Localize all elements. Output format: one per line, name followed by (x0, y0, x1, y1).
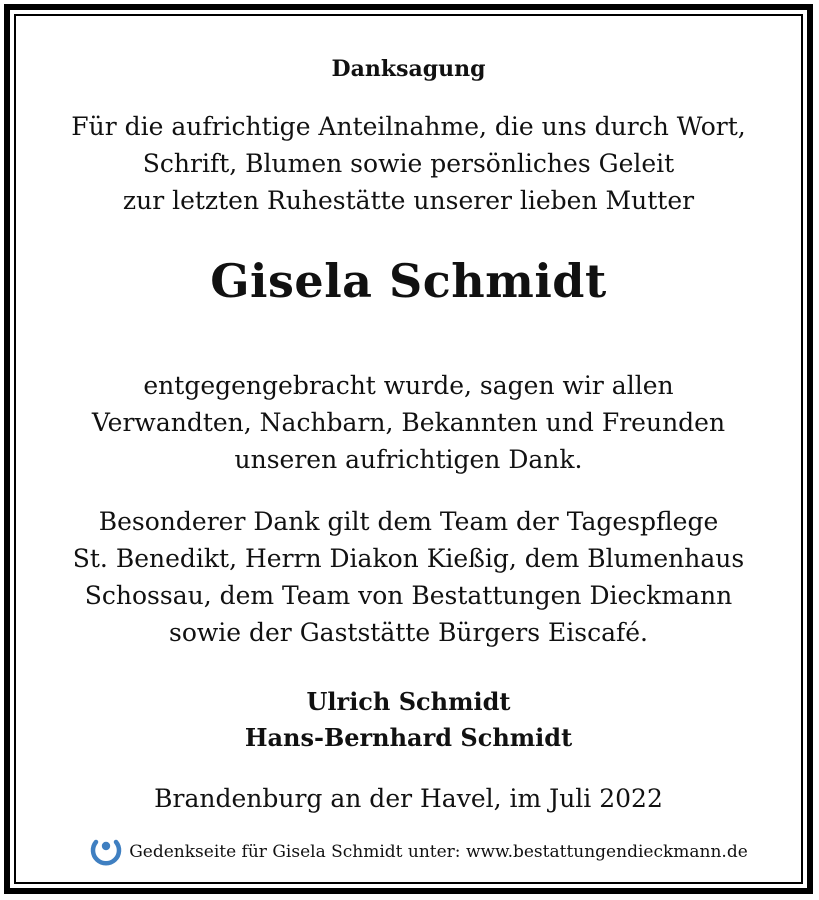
notice-inner-border (14, 14, 803, 884)
obituary-notice (16, 16, 801, 882)
deceased-name: Gisela Schmidt (210, 254, 607, 308)
intro-line-3: zur letzten Ruhestätte unserer lieben Mutter (122, 186, 695, 215)
place-date: Brandenburg an der Havel, im Juli 2022 (154, 784, 663, 813)
memorial-page-link-text[interactable]: Gedenkseite für Gisela Schmidt unter: www.bestattungendieckmann.de (129, 842, 748, 862)
special-thanks-line-3: Schossau, dem Team von Bestattungen Dieckmann (84, 581, 733, 610)
signer-2: Hans-Bernhard Schmidt (244, 723, 573, 752)
notice-outer-border (4, 4, 813, 894)
funeral-home-logo-icon (89, 836, 123, 868)
intro-line-1: Für die aufrichtige Anteilnahme, die uns durch Wort, (71, 112, 746, 141)
thanks-line-2: Verwandten, Nachbarn, Bekannten und Freunden (91, 408, 726, 437)
special-thanks-line-1: Besonderer Dank gilt dem Team der Tagespflege (98, 507, 719, 536)
thanks-line-3: unseren aufrichtigen Dank. (234, 445, 583, 474)
memorial-page-footer (76, 836, 761, 868)
special-thanks-line-2: St. Benedikt, Herrn Diakon Kießig, dem Blumenhaus (72, 544, 745, 573)
intro-line-2: Schrift, Blumen sowie persönliches Geleit (142, 149, 675, 178)
special-thanks-line-4: sowie der Gaststätte Bürgers Eiscafé. (168, 618, 648, 647)
thanks-line-1: entgegengebracht wurde, sagen wir allen (143, 371, 674, 400)
signer-1: Ulrich Schmidt (306, 687, 511, 716)
notice-heading: Danksagung (331, 56, 486, 82)
